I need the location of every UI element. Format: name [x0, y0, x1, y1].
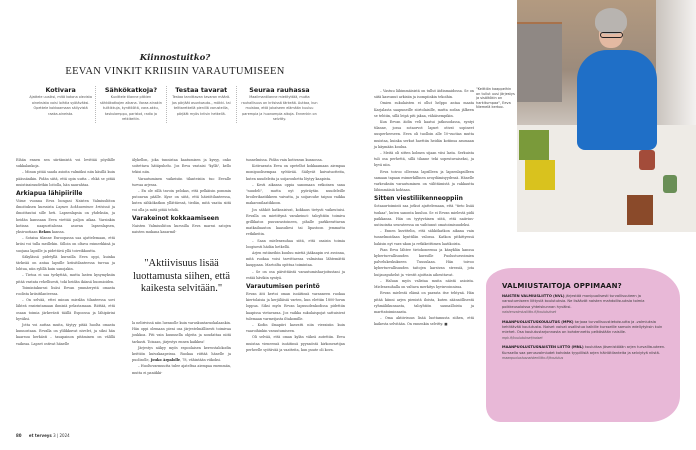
tips-row	[26, 86, 322, 123]
tip-body: Maailmantilanne mietityttää, mutta rauhallisuus on kriisissä tärkeää. Auttaa, kun muistaa, että jokaiseen elämään kuuluu parempia ja huonompia aikoja. Ennenkin on selvitty.	[241, 95, 318, 121]
photo-blue-blouse	[577, 50, 657, 150]
subheading: Varakeinot kokkaamiseen	[132, 214, 219, 222]
paragraph: – Kodin ilmapiiri kasvatti niin vieraisiin kuin vaaroihinkin varautumiseen.	[246, 323, 345, 334]
paragraph: – Minun pitää saada asioita valmiiksi niin käsillä kuin päässänikin. Pidän siitä, että opin uutta – ehkä se pitää muistisairaudetkin loitolla, hän naurahtaa.	[16, 170, 115, 187]
text: , 78, vähintään viikoksi.	[180, 358, 221, 363]
body-column-2-continued	[132, 320, 231, 376]
info-item-mpk	[502, 320, 666, 342]
paragraph	[16, 198, 115, 235]
org-name: NAISTEN VALMIUSLIITTO (NVL)	[502, 294, 565, 298]
issue-number: 3 | 2024	[53, 433, 70, 438]
paragraph: – Kesti aikansa oppia sanomaan erikoinen sana "nuudeli", mutta nyt pyöräytän nuudeleille broilerikastikkeen vaivatta, ja soijarouhe taipuu vaikka makaronilaatikkoon.	[246, 182, 345, 206]
page-footer	[16, 433, 70, 438]
paragraph: – En ole sillä tavoin pelokas, että pelkäisin pommin putoavan päälle. Kyse on siitä, että häiriötilanteessa, kuten sähkökatkon yllättäessä, tiedän, mitä vaatia siitä voi olla ja mitä pitää tehdä.	[132, 189, 231, 212]
org-link[interactable]: mpk.fi/koulutukset/naiset	[502, 335, 543, 340]
person-name: Jouko Arpalolle	[150, 358, 181, 363]
tip-kotivara	[26, 86, 96, 123]
paragraph: Eeva toivoo olleensa lapsilleen ja lapsenlapsilleen samaan tapaan esimerkillinen avoydämisyydessä. Hänelle varkeuksiin varautuminen on välittämistä ja rakkautta lähimmäisiä kohtaan.	[374, 169, 474, 193]
photo-food-box	[627, 195, 653, 225]
paragraph: Sotaaurtoiminti saa jotkut ajattelemaan, että "tieto lisää tuskaa", kuten sanonta kuuluu. Se ei Eevan mielestä pidä paikkansa. Hän on tyytyväinen siitä, että naiivius-uutisointia seurateessa on vaihtunut omatoimisuudeksi.	[374, 204, 474, 228]
org-link[interactable]: naistenvalmiusliitto.fi/koulutukset	[502, 310, 557, 315]
text: Järjestys näkyy myös espoolaisen kerrostalokodin keittiön kuivakaapeissa. Ruokaa riittää hänelle ja puolisolle,	[132, 345, 231, 363]
end-mark-icon: ■	[444, 322, 448, 327]
photo-caption: "Keittiön kaappeihin on tullut uusi järjestys ja sisältökin on harkitumpaa", Eeva Niemelä kertoo.	[476, 87, 515, 109]
tip-title: Testaa tavarat	[175, 86, 228, 94]
org-name: MAANPUOLUSTUSNAISTEN LIITTO (MNL)	[502, 345, 584, 350]
paragraph: – Vastuu lähimmäisistä on tullut äidinmaidossa. Se on siitä kasvanut arkisiin ja isompiinkin tekoihin.	[374, 89, 474, 100]
info-box-title: VALMIUSTAITOJA OPPIMAAN?	[502, 282, 622, 290]
paragraph: Pian Eeva lähtee tietokoneensa ja känyklän kanssa kyberturvallisuuden kurssille Puolustusvoimien palvelukeskukseen Tuusulaan. Hän toivoo kyberturvallisuuden taitojen karsivan stressiä, jota huijauspuhelut ja -viestit ajoittain aiheuttavat.	[374, 247, 474, 277]
photo-food-package	[519, 130, 549, 160]
photo-glasses	[600, 32, 623, 38]
photo-woman-at-table	[517, 0, 696, 232]
paragraph: älykellon, joka tunnistaa kaatumisen ja kysyy, onko soitettava hätäpuhelu. Jos Eeva vastaisi "kyllä", kello tekisi niin.	[132, 158, 231, 175]
paragraph: Jos sähköt katkeaisivat, kokkaus tietysti vaikeutuisi. Eevalla on mietittynä varakeinot: taloyhtiön toimiva grillikatos puuvarastoineen, pihalle parkkerattavan matkailuauton kaasuliesi tai lipastoon jemmattu retkikeitin.	[246, 207, 345, 237]
paragraph: – Haluan myös valistaa muita näistä asioista. Mielenrauhalla on valtava merkitys hyvinvoinnissa.	[374, 278, 474, 290]
body-column-3	[246, 157, 345, 353]
paragraph: Varautuminen vaikeisiin tilanteisiin tuo Eevalle turvaa arjessa.	[132, 176, 231, 187]
body-column-4	[374, 88, 474, 328]
kicker: Kiinnostuitko?	[139, 53, 211, 63]
text: – Oma aktiivisuus lisää luottamusta siihen, että kaikesta selvitään. On ennenkin selvitty.	[374, 316, 474, 327]
org-description: tarjoaa turvallisuustietoisuutta ja -valmiuksia kehittävää koulutusta. Naiset voivat osallistua kaikille kursseille samoin edellytyksin kuin miehet. Osa koulutustarjonnasta on kohdennettu pelkästään naisille.	[502, 319, 663, 335]
paragraph: Kotivarasta Eeva on opetellut kokkaamaan aiempaa monipuolisempaa syötävää. Säilyvät kuivatuotteita, kuten nuudeleita ja soijarouhetta löytyy kaapista.	[246, 164, 345, 181]
org-description: kouluttaa jäsenistöään arjen turvallisuuteen. Kurssella saa perusvalmiudet kohdata tyypillisiä arjen häiriötilanteita ja selviytyä niistä.	[502, 345, 666, 355]
paragraph: Toimintakurssi lisäsi Eevan ymmärrystä omasta roolista kriisitilanteessa.	[16, 285, 115, 297]
paragraph	[132, 345, 231, 364]
info-box	[486, 268, 680, 422]
photo-hair	[595, 8, 627, 34]
subheading: Arkiapua lähipiirille	[16, 190, 83, 198]
tip-body: Ajattele uusiksi, mitä kotona olevista aineksista voisi loihtia syötäväksi. Opettele kokkaamaan säilyvistä raaka-aineista.	[29, 95, 92, 116]
paragraph	[374, 315, 474, 327]
paragraph: Säkylässä pidetyllä kurssilla Eeva oppi, kuinka tärkeää on antaa lapsille kriisitilanteessa turvaa ja lohtua, niin sylillä kuin sanojakin.	[16, 254, 115, 272]
photo-cabinet	[517, 22, 562, 102]
paragraph: tunnelmissa. Pidän vain kotivaran kunnossa.	[246, 158, 323, 162]
magazine-name: et terveys	[28, 433, 52, 438]
page-number: 80	[16, 433, 22, 438]
tip-title: Sähkökatkoja?	[104, 86, 158, 94]
paragraph: – Huoltovarmuutta tulee ajateltua aiempaa enemmän, mutta ei paniikki-	[132, 364, 231, 375]
paragraph: Jotta voi auttaa muita, täytyy pitää huolta omasta kunnostaan. Eevalla on ylilikkuvat nivelet, ja siksi hän kaarsuu herkästi – tasapainon pitäminen on välillä vaikeaa. Lapset ostivat hänelle	[16, 323, 115, 346]
tip-sahkokatkoja	[96, 86, 166, 123]
paragraph: – Sotaisa tilanne Euroopassa saa ajattelemaan, että kriisi voi tulla meillekin. Silloin on oltava esimerkkinä ja suojana lapsille ja pidettävä yllä toiveikkuutta.	[16, 236, 115, 253]
paragraph: Oli selvää, että oman kylän väkeä autettiin. Eeva muistaa vieneensä isoäitinsä pyynnöstä kirkonvartijan perheelle syötävää ja vaatteita, kun puute oli kova.	[246, 335, 345, 352]
photo-noodle-package	[525, 160, 555, 190]
paragraph: – Se on osa päivittäistä varautumisharjoitustani ja estää hävikin syntyä.	[246, 269, 345, 280]
photo-can	[639, 150, 655, 170]
tip-body: Testaa tarvittavan tavaran määrä. Jos pärjäät asuntoauto-, mökki- tai telttaretkellä pienillä varusteilla, pärjäät myös kriisin hetkellä.	[171, 95, 231, 116]
paragraph: – Meitä oli sitten kolmen sijaan viisi lasta. Serkuista tuli osa perhettä, sillä tilanne teki sopeutuvaiseksi, ja hyvä niin.	[374, 151, 474, 168]
text: Viime vuonna Eeva bongasi Naisten Valmiusliiton ilmoituksen kurssista	[16, 199, 115, 210]
tip-title: Kotivara	[45, 86, 76, 94]
photo-can	[663, 175, 677, 193]
tip-testaa-tavarat	[167, 86, 237, 123]
tip-title: Seuraa rauhassa	[249, 86, 310, 94]
headline: EEVAN VINKIT KRIISIIN VARAUTUMISEEN	[65, 66, 285, 77]
paragraph: Eevan äiti kertoi oman isoäitinsä varanneen ruokaa kiertolaisia ja kerjäläisiä varten, kun elettiin 1800-luvun loppua. Siksi myös Eevan lapsuudenkodissa pidettiin kaapissa vietavaraa. Jos vaikka sukulaispojat sattuisivat tulemaan varmeijasta iltakomille.	[246, 292, 345, 321]
info-item-nvl	[502, 294, 666, 316]
paragraph: – Tietoa ei saa tyrkyttää, mutta lasten kysymyksiin pitää vastata rehellisesti, toki heidän ikänsä huomioiden.	[16, 273, 115, 284]
pull-quote: "Aktiivisuus lisää luottamusta siihen, että kaikesta selvitään."	[132, 258, 231, 294]
person-name: Rekon	[38, 230, 51, 235]
paragraph: Eihän ennen sen siirtämistä voi levittää pöydälle sukkalankoja.	[16, 158, 115, 169]
info-item-mnl	[502, 345, 666, 361]
paragraph: Eevan mielestä elämä on parasta itse tehtynä. Hän pitää kiinni arjen pienistä iloista, kuten säännöllisestä ryhmäliikunnasta, taloyhtiön saunailloista ja marttatoiminnasta.	[374, 291, 474, 314]
paragraph: Naisten Valmiusliiton kurssilla Eeva marssi satojen naisten mukana kasarmil-	[132, 223, 231, 235]
subheading: Varautumisen perintö	[246, 283, 320, 291]
text: ja ilmoittautui sille heti. Lapsenlapsia on yhdeksän, ja heidän kanssaan Eeva viettää paljon aikaa. Varsinkin kotinsa naapuritalossa asuvan lapsenlapsen, yksivuotiaan	[16, 205, 115, 235]
tip-body: Kuvittele tilanne pitkien sähkökatkojen aikana. Varaa ainakin tulitikkuja, kynttilöitä, vara-akku, taskulamppu, paristot, radio ja retkikeitin.	[100, 95, 162, 121]
paragraph: – On selvää, ettei minun mieslän tilanteessa sovi lähteä ensirintamaan ihmisiä pelastamaan. Riittää, että osaan toimia järkevästi täällä Espoossa ja lähipiirini hyväksi.	[16, 298, 115, 321]
paragraph: – Saan mielenrauhaa siitä, että osaisin toimia loogisesti hädän hetkellä.	[246, 238, 345, 249]
subheading: Sitten viestiliikenneoppiin	[374, 195, 463, 203]
tip-seuraa-rauhassa	[237, 86, 322, 123]
course-name: Lapsen kokkaaminen kriisissä	[55, 205, 110, 210]
photo-person	[577, 8, 662, 148]
text: kanssa.	[50, 230, 65, 235]
org-link[interactable]: maanpuolustusnaistenliitto.fi/koulutus	[502, 356, 564, 361]
org-description: järjestää monipuolisesti turvallisuuteen ja varautumiseen liittyviä koulutuksia. Ne lisäävät naisten mahdollisuuksia toimia poikkeusoloissa yhteiskunnan hyväksi.	[502, 294, 645, 309]
org-name: MAANPUOLUSTUSKOULUTUS (MPK)	[502, 319, 574, 324]
paragraph: – Ennen kuvittelin, että sähkökatkon aikana vain tunnelmoidaan kynttilän valossa. Katkon pitkittyessä hakisin nyt vara-akun ja retkikeittimen laatikoista.	[374, 229, 474, 246]
body-column-1	[16, 157, 115, 347]
paragraph: la nelirivissä niin luennolle kuin varuskuntaruokalaankin. Hän oppi olemaan pieni osa järjestelmällisesti toimivaa joukkoa. Piti vain kuunnella ohjeita ja noudattaa niitä tarkasti. Toisaan, järjestys ennen kaikkea!	[132, 321, 231, 344]
paragraph: Kun Eevan äidin veli kaatui jatkosodassa, syntyi tilanne, jossa sotaorvot lapset otivat sopineet uusperheeseen. Eeva oli tuolloin alle 10-vuotias mutta muistaa, kuinka serkut haettiin heidän kotiinsa asumaan ja käymään koulua.	[374, 120, 474, 149]
paragraph: Arjen rutiineihin kuuluu mietiä jääkaapin ovi avoinna, mitä ruokaa voisi tarvittaessa valmistaa lähtemättä kauppaan. Martoilta opittua toimintaa.	[246, 251, 345, 268]
paragraph: Omien sukulaisten ei ollut helppo antaa maata Karjalasta saapuneille siirtolaisille, mutta sodan jälkeen se tehtiin, sillä leipä piti jakaa, vähäisempikin.	[374, 101, 474, 118]
body-column-2	[132, 157, 231, 235]
